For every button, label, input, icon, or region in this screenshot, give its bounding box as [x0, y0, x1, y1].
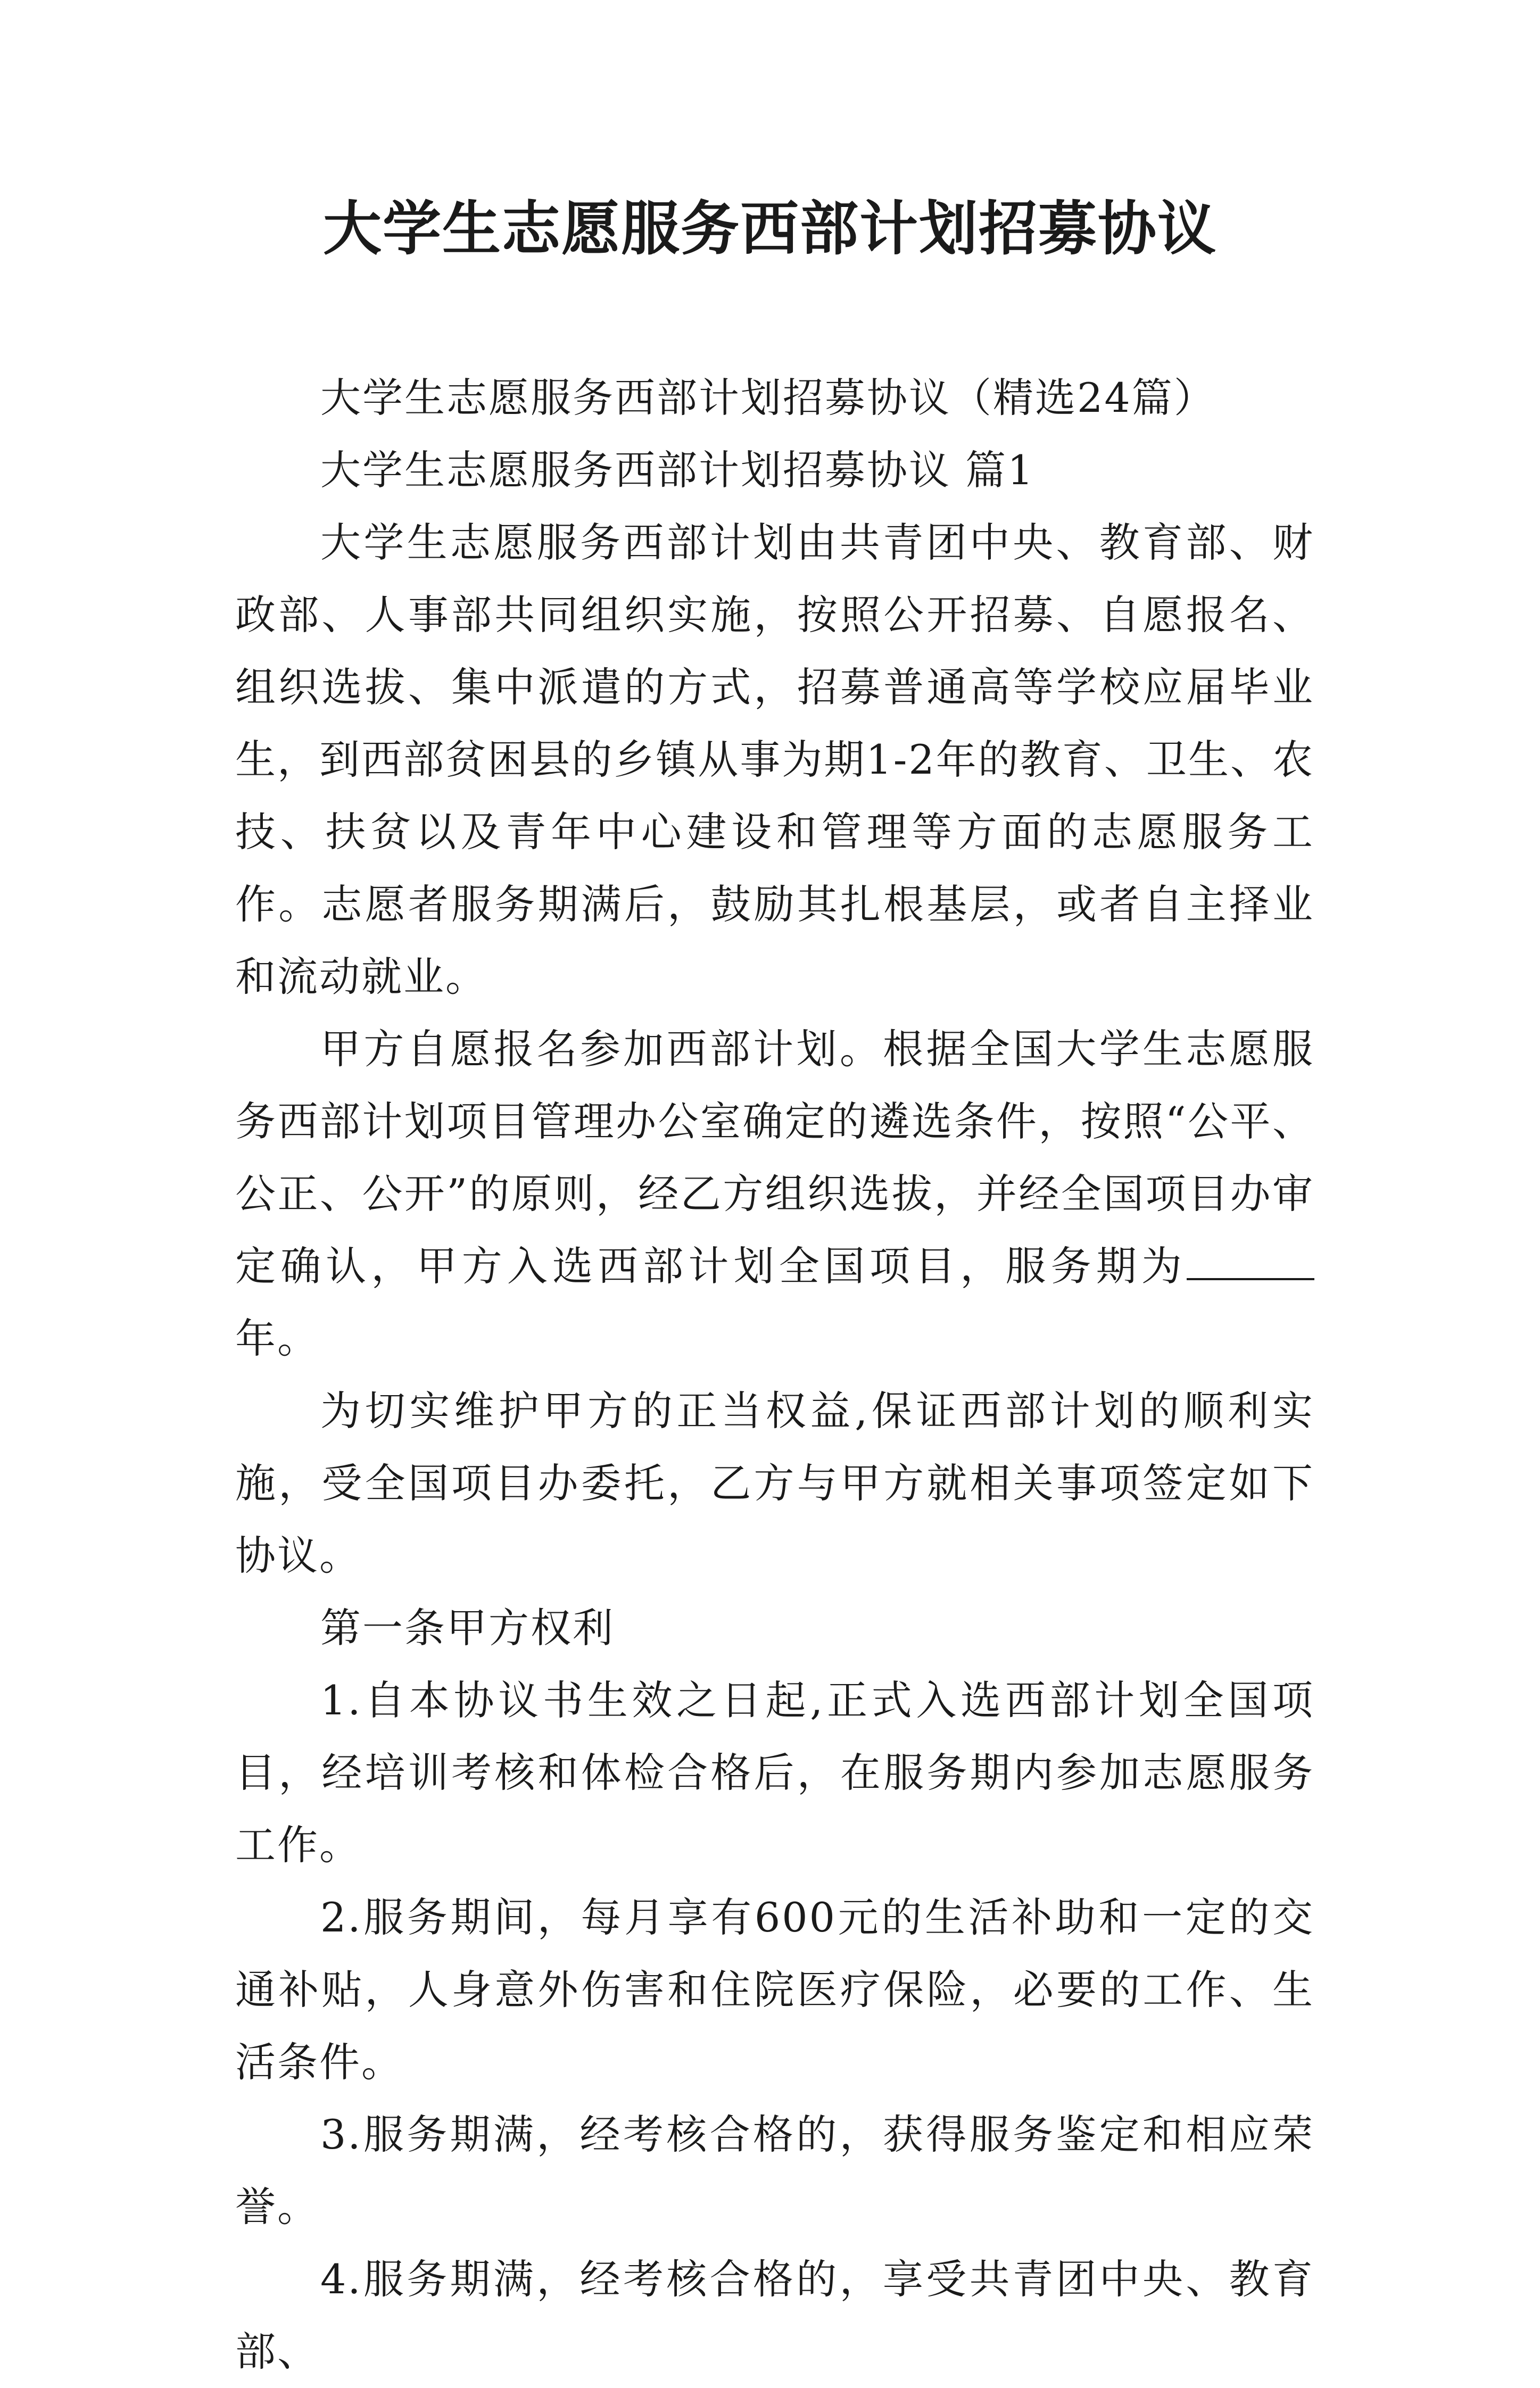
document-title: 大学生志愿服务西部计划招募协议 — [323, 195, 1217, 263]
paragraph-right-3: 3.服务期满，经考核合格的，获得服务鉴定和相应荣誉。 — [235, 2111, 1314, 2231]
document-body — [235, 362, 1314, 2388]
paragraph-right-2: 2.服务期间，每月享有600元的生活补助和一定的交通补贴，人身意外伤害和住院医疗保险，必要的工作、生活条件。 — [235, 1894, 1314, 2086]
paragraph-intro: 大学生志愿服务西部计划由共青团中央、教育部、财政部、人事部共同组织实施，按照公开招募、自愿报名、组织选拔、集中派遣的方式，招募普通高等学校应届毕业生，到西部贫困县的乡镇从事为期1-2年的教育、卫生、农技、扶贫以及青年中心建设和管理等方面的志愿服务工作。志愿者服务期满后，鼓励其扎根基层，或者自主择业和流动就业。 — [235, 519, 1314, 1000]
paragraph-section-heading: 大学生志愿服务西部计划招募协议 篇1 — [320, 446, 1035, 494]
paragraph-agreement: 为切实维护甲方的正当权益,保证西部计划的顺利实施，受全国项目办委托，乙方与甲方就相关事项签定如下协议。 — [235, 1387, 1314, 1579]
paragraph-right-1: 1.自本协议书生效之日起,正式入选西部计划全国项目，经培训考核和体检合格后，在服务期内参加志愿服务工作。 — [235, 1677, 1314, 1869]
paragraph-article-1-heading: 第一条甲方权利 — [320, 1604, 615, 1652]
paragraph-selection — [235, 1013, 1314, 1375]
paragraph-selection-suffix: 年。 — [235, 1315, 319, 1362]
service-years-blank — [1187, 1241, 1314, 1280]
paragraph-selection-text: 甲方自愿报名参加西部计划。根据全国大学生志愿服务西部计划项目管理办公室确定的遴选条件，按照“公平、公正、公开”的原则，经乙方组织选拔，并经全国项目办审定确认，甲方入选西部计划全国项目，服务期为 — [235, 1025, 1314, 1290]
paragraph-right-4: 4.服务期满，经考核合格的，享受共青团中央、教育部、 — [235, 2256, 1314, 2375]
paragraph-subtitle: 大学生志愿服务西部计划招募协议（精选24篇） — [320, 374, 1216, 421]
